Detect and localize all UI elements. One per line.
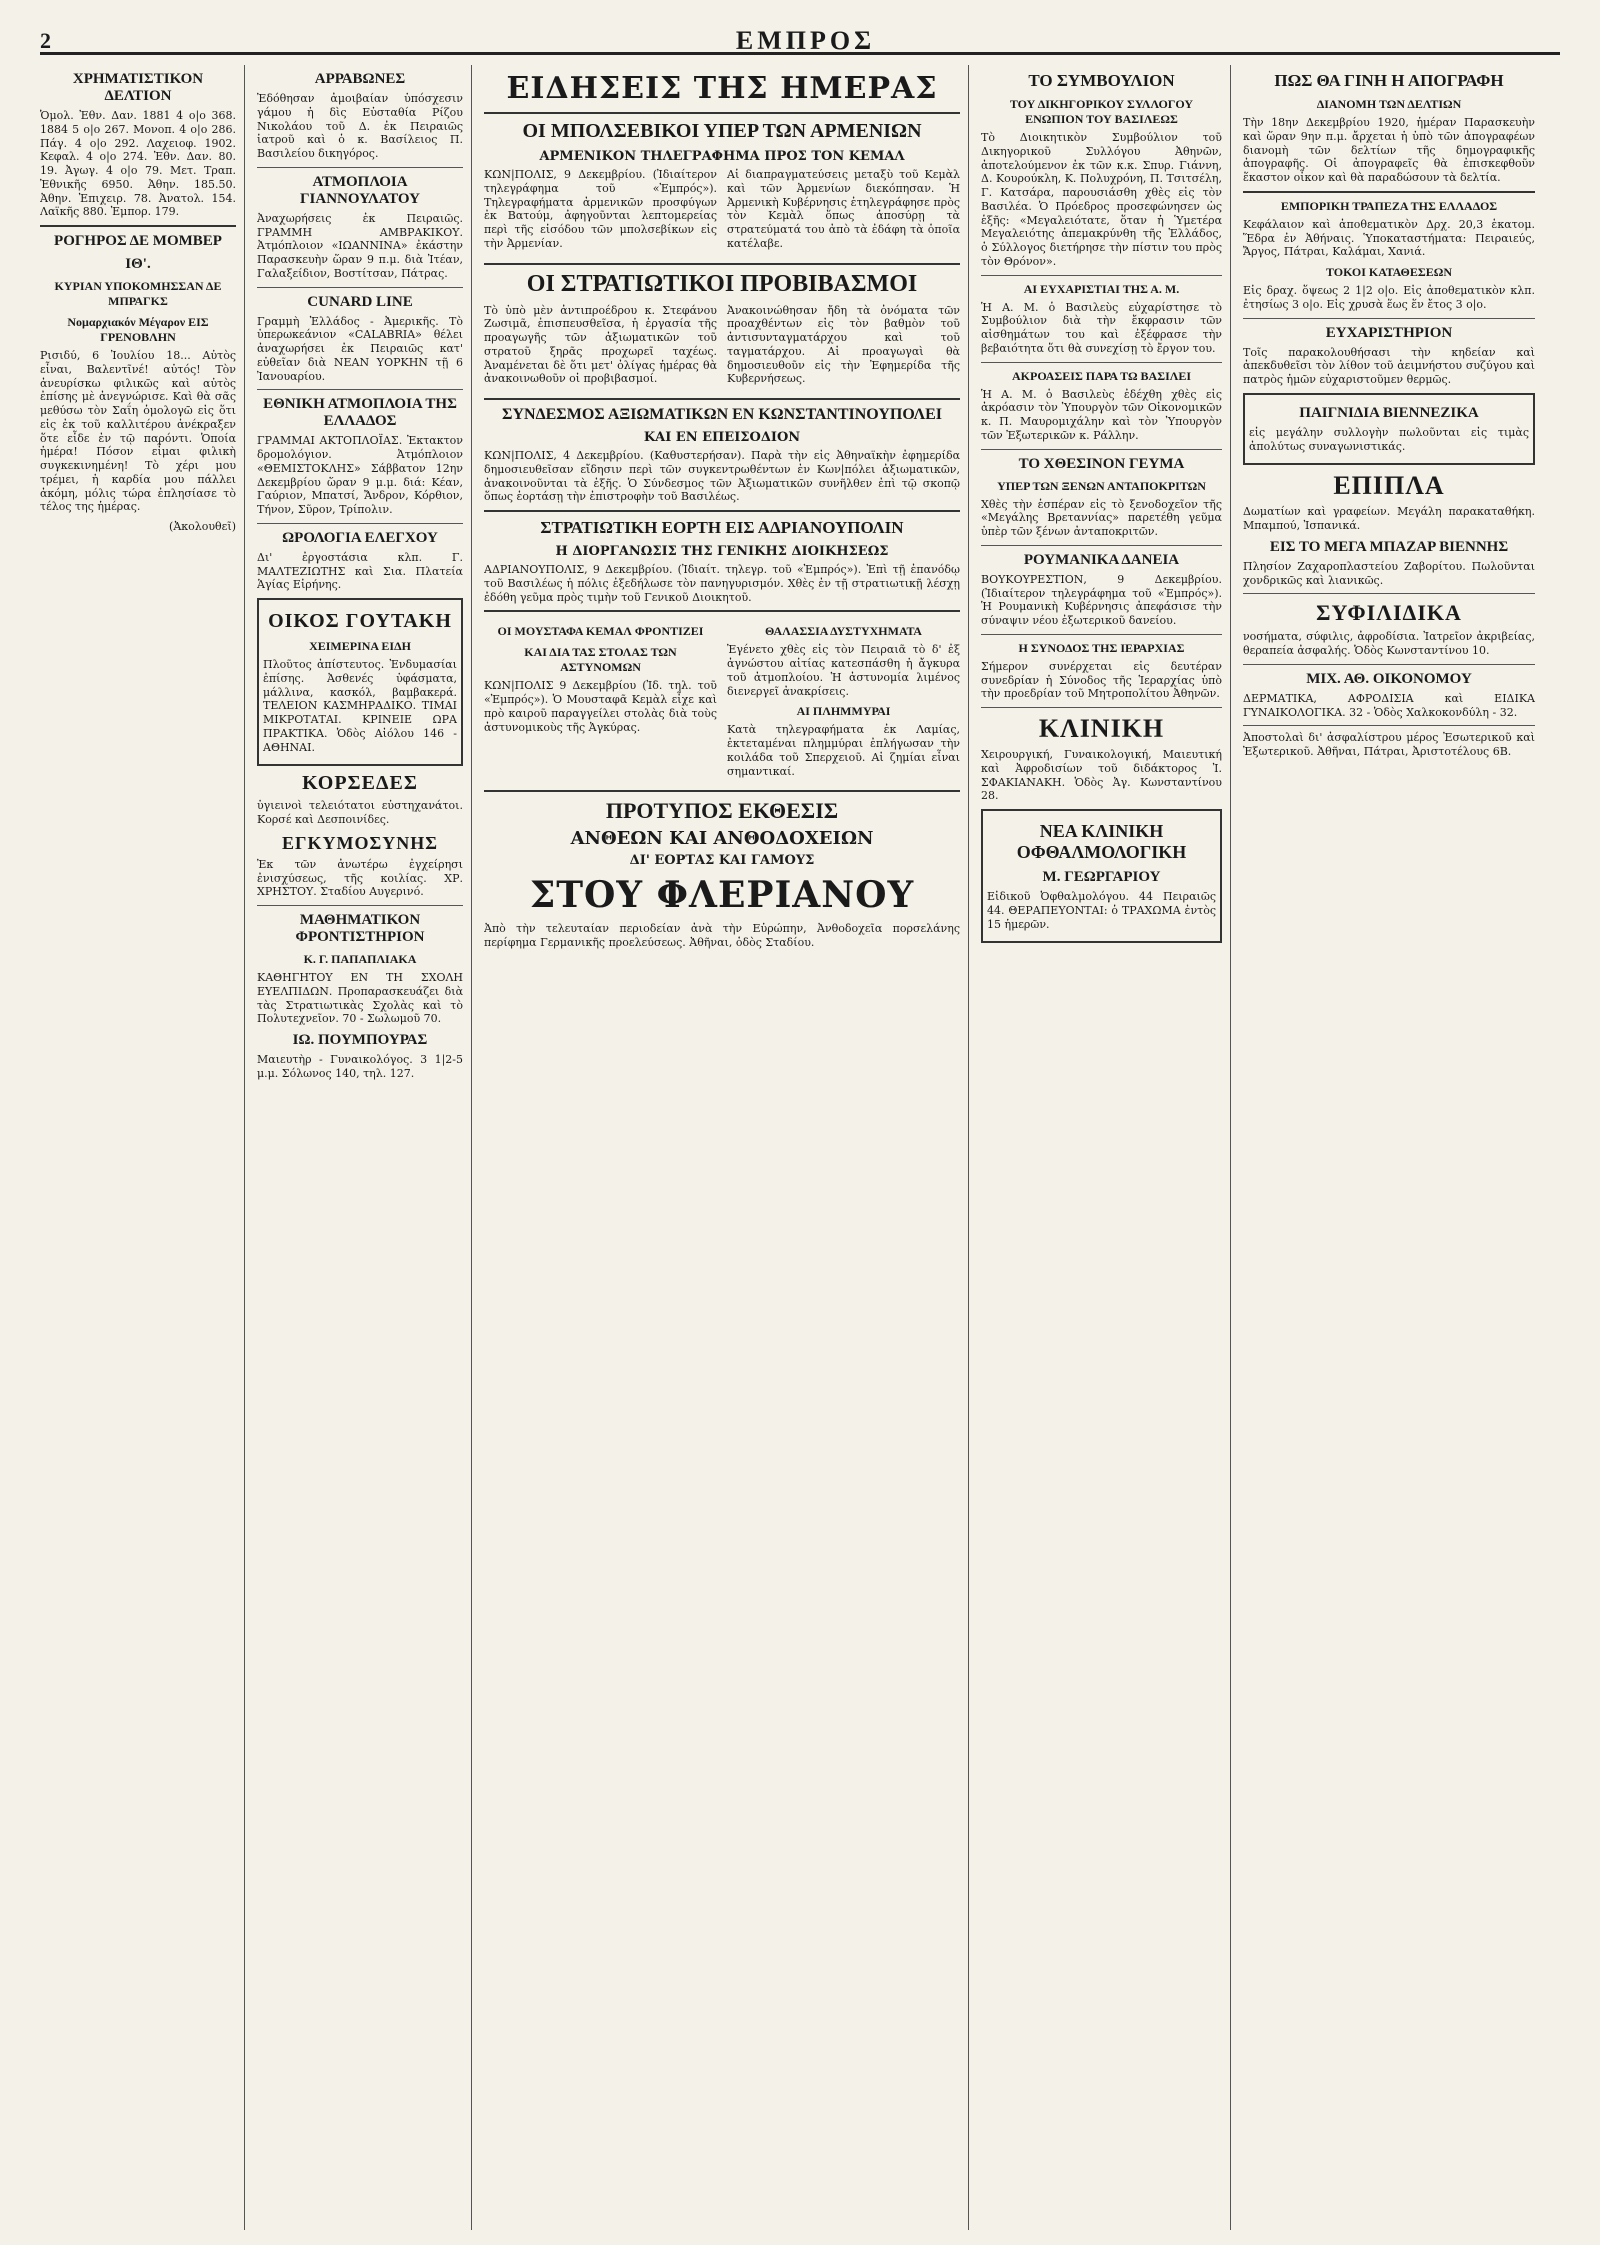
synod-text: Σήμερον συνέρχεται εἰς δευτέραν συνεδρίαν ἡ Σύνοδος τῆς Ἱεραρχίας ὑπὸ τὴν προεδρίαν τοῦ Μητροπολίτου Ἀθηνῶν. <box>981 659 1222 701</box>
article-5-subtitle: ΚΑΙ ΔΙΑ ΤΑΣ ΣΤΟΛΑΣ ΤΩΝ ΑΣΤΥΝΟΜΩΝ <box>524 645 677 675</box>
article-2-title: ΟΙ ΣΤΡΑΤΙΩΤΙΚΟΙ ΠΡΟΒΙΒΑΣΜΟΙ <box>526 270 918 297</box>
divider <box>981 545 1222 546</box>
divider <box>484 398 960 400</box>
divider <box>484 510 960 512</box>
clocks-text: Δι' ἐργοστάσια κλπ. Γ. ΜΑΛΤΕΖΙΩΤΗΣ καὶ Σια. Πλατεία Ἁγίας Εἰρήνης. <box>257 550 463 592</box>
stock-bulletin-title: ΧΡΗΜΑΤΙΣΤΙΚΟΝ ΔΕΛΤΙΟΝ <box>72 71 204 104</box>
divider <box>1243 664 1535 665</box>
column-1 <box>40 65 245 2230</box>
interest-text: Εἰς δραχ. ὅψεως 2 1|2 ο|ο. Εἰς ἀποθεματικὸν κλπ. ἐτησίως 3 ο|ο. Εἰς χρυσὰ ἕως ἕν ἔτος 3 ο|ο. <box>1243 284 1535 311</box>
article-2-body <box>484 304 960 393</box>
article-3-text: ΚΩΝ|ΠΟΛΙΣ, 4 Δεκεμβρίου. (Καθυστερήσαν). Παρὰ τὴν εἰς Ἀθηναϊκὴν ἐφημερίδα δημοσιευθεῖσαν εἴδησιν περὶ τῶν συγκεντρωθέντων ἐν Κων|πόλει ἀξιωματικῶν, ἀνακοινοῦνται τὰ ἑξῆς. Ὁ Σύνδεσμος τῶν Ἀξιωματικῶν συνῆλθεν ἐπὶ τῷ σκοπῷ ὅπως ἑορτάσῃ τὴν ἐπιστροφὴν τοῦ Βασιλέως. <box>484 449 960 504</box>
thanks-notice-text: Τοῖς παρακολουθήσασι τὴν κηδείαν καὶ ἀπεκδυθεῖσι τὸν λίθον τοῦ ἀειμνήστου συζύγου καὶ πατρὸς ἡμῶν εὐχαριστοῦμεν θερμῶς. <box>1243 345 1535 386</box>
article-7-title: ΑΙ ΠΛΗΜΜΥΡΑΙ <box>796 704 891 719</box>
goutaki-subtitle: ΧΕΙΜΕΡΙΝΑ ΕΙΔΗ <box>309 639 411 653</box>
toys-ad <box>1243 393 1535 466</box>
masthead: ΕΜΠΡΟΣ <box>735 26 876 55</box>
census-title: ΠΩΣ ΘΑ ΓΙΝΗ Η ΑΠΟΓΡΑΦΗ <box>1274 71 1504 90</box>
article-4-subtitle: Η ΔΙΟΡΓΑΝΩΣΙΣ ΤΗΣ ΓΕΝΙΚΗΣ ΔΙΟΙΚΗΣΕΩΣ <box>555 544 889 559</box>
council-subtitle: ΤΟΥ ΔΙΚΗΓΟΡΙΚΟΥ ΣΥΛΛΟΓΟΥ ΕΝΩΠΙΟΝ ΤΟΥ ΒΑΣΙΛΕΩΣ <box>1009 97 1194 126</box>
article-4-title: ΣΤΡΑΤΙΩΤΙΚΗ ΕΟΡΤΗ ΕΙΣ ΑΔΡΙΑΝΟΥΠΟΛΙΝ <box>540 518 904 537</box>
letter-body: Ρισιδύ, 6 Ἰουλίου 18... Αὐτὸς εἶναι, Βαλεντῖνέ! αὐτός! Τὸν ἀνευρίσκω φιλικῶς καὶ αὐτὸς ἐπίσης μὲ ἀνεγνώρισε. Καὶ θὰ σᾶς μεθύσω τὸν Σαΐη ὁμολογῶ εἰς ὅτι εἰς ἐκ τοῦ καλλιτέρου ἀνέκραξεν ὅτε εἶδε ἐν τῷ παρόντι. Ὁποία ἡμέρα! Πόσον εἶμαι φιλικὴ συγκεκινημένη! Τὸ χέρι μου τρέμει, ἡ καρδία μου πάλλει ἀκόμη, μόλις τώρα ἐπλησίασε τὸ τέλος της ἡμέρας. <box>40 349 236 514</box>
thanks-notice-title: ΕΥΧΑΡΙΣΤΗΡΙΟΝ <box>1325 324 1453 341</box>
article-1-subtitle: ΑΡΜΕΝΙΚΟΝ ΤΗΛΕΓΡΑΦΗΜΑ ΠΡΟΣ ΤΟΝ ΚΕΜΑΛ <box>539 149 905 164</box>
doctor-name: ΙΩ. ΠΟΥΜΠΟΥΡΑΣ <box>292 1032 428 1048</box>
goutaki-ad <box>257 598 463 766</box>
divider <box>257 287 463 288</box>
divider <box>981 362 1222 363</box>
article-7-text: Κατὰ τηλεγραφήματα ἐκ Λαμίας, ἐκτεταμέναι πλημμύραι ἐπλήγωσαν τὴν κοιλάδα τοῦ Σπερχειοῦ. Αἱ ζημίαι εἶναι σημαντικαί. <box>727 723 960 778</box>
engagements-title: ΑΡΡΑΒΩΝΕΣ <box>314 71 406 87</box>
letter-title: ΚΥΡΙΑΝ ΥΠΟΚΟΜΗΣΣΑΝ ΔΕ ΜΠΡΑΓΚΣ <box>54 279 222 308</box>
continued-note: (Ἀκολουθεῖ) <box>169 520 236 533</box>
thanks-king-text: Ἡ Α. Μ. ὁ Βασιλεὺς εὐχαρίστησε τὸ Συμβούλιον διὰ τὴν ἔκφρασιν τῶν αἰσθημάτων του καὶ ἐξέφρασε τὴν βεβαιότητα ὅτι θὰ συνεχίσῃ τὸ ἔργον του. <box>981 300 1222 355</box>
national-line-text: ΓΡΑΜΜΑΙ ΑΚΤΟΠΛΟΪΑΣ. Ἐκτακτον δρομολόγιον. Ἀτμόπλοιον «ΘΕΜΙΣΤΟΚΛΗΣ» Σάββατον 12ην Δεκεμβρίου ὥραν 9 μ.μ. διά: Κέαν, Γαύριον, Μπατσί, Ἄνδρον, Κόρθιον, Τήνον, Σῦρον, Τρίπολιν. <box>257 434 463 516</box>
column-2 <box>257 65 472 2230</box>
national-line-title: ΕΘΝΙΚΗ ΑΤΜΟΠΛΟΙΑ ΤΗΣ ΕΛΛΑΔΟΣ <box>263 396 457 430</box>
toys-title: ΠΑΙΓΝΙΔΙΑ ΒΙΕΝΝΕΖΙΚΑ <box>1299 404 1479 421</box>
divider <box>1243 191 1535 193</box>
clinic-text: Χειρουργική, Γυναικολογική, Μαιευτική καὶ Ἀφροδισίων τοῦ διδάκτορος Ἰ. ΣΦΑΚΙΑΝΑΚΗ. Ὁδὸς Ἀγ. Κωνσταντίνου 28. <box>981 748 1222 803</box>
article-1-body <box>484 168 960 257</box>
cunard-text: Γραμμὴ Ἑλλάδος - Ἀμερικῆς. Τὸ ὑπερωκεάνιον «CALABRIA» θέλει ἀναχωρήσει ἐκ Πειραιῶς κατ' εὐθεῖαν διὰ ΝΕΑΝ ΥΟΡΚΗΝ τῇ 6 Ἰανουαρίου. <box>257 314 463 383</box>
eye-clinic-ad <box>981 809 1222 943</box>
corsets-text: ὑγιεινοὶ τελειότατοι εὐστηχανάτοι. Κορσέ καὶ Δεσποινίδες. <box>257 799 463 826</box>
divider <box>484 112 960 114</box>
cunard-title: CUNARD LINE <box>307 293 413 310</box>
shipping-text: Ἀναχωρήσεις ἐκ Πειραιῶς. ΓΡΑΜΜΗ ΑΜΒΡΑΚΙΚΟΥ. Ἀτμόπλοιον «ΙΩΑΝΝΙΝΑ» ἐκάστην Παρασκευὴν ὥραν 9 π.μ. διὰ Ἰτέαν, Γαλαξείδιον, Βοστίτσαν, Πάτρας. <box>257 211 463 280</box>
article-5-text: ΚΩΝ|ΠΟΛΙΣ 9 Δεκεμβρίου (Ἰδ. τηλ. τοῦ «Ἐμπρός»). Ὁ Μουσταφᾶ Κεμὰλ εἶχε καὶ πρὸ καιροῦ παραγγείλει στολὰς διὰ τοὺς ἀστυνομικοὺς τῆς Ἀγκύρας. <box>484 679 717 734</box>
columns <box>40 65 1560 2230</box>
page-header <box>40 26 1560 55</box>
column-5 <box>1243 65 1543 2230</box>
divider <box>257 167 463 168</box>
article-3-subtitle: ΚΑΙ ΕΝ ΕΠΕΙΣΟΔΙΟΝ <box>643 430 801 445</box>
article-1-text-b: Αἱ διαπραγματεύσεις μεταξὺ τοῦ Κεμὰλ καὶ τῶν Ἀρμενίων διεκόπησαν. Ἡ Ἀρμενικὴ Κυβέρνησις ἐτηλεγράφησε πρὸς τὸν Κεμὰλ ὅπως ἀποσύρῃ τὰ στρατεύματά του ἀπὸ τὰ ἐδάφη τὰ ὁποῖα κατέλαβε. <box>727 168 960 250</box>
flower-exhibition-ad <box>484 798 960 950</box>
article-6-text: Ἐγένετο χθὲς εἰς τὸν Πειραιᾶ τὸ δ' ἐξ ἀγνώστου αἰτίας κατεσπάσθη ἡ ἄγκυρα τοῦ ἀτμοπλοίου. Ἡ ἀστυνομία λιμένος διενεργεῖ ἀνακρίσεις. <box>727 643 960 698</box>
pregnancy-text: Ἐκ τῶν ἀνωτέρω ἐγχείρησι ἐνισχύσεως, τῆς κοιλίας. ΧΡ. ΧΡΗΣΤΟΥ. Σταδίου Αυγερινό. <box>257 857 463 899</box>
thanks-king-title: ΑΙ ΕΥΧΑΡΙΣΤΙΑΙ ΤΗΣ Α. Μ. <box>1023 281 1180 296</box>
dinner-subtitle: ΥΠΕΡ ΤΩΝ ΞΕΝΩΝ ΑΝΤΑΠΟΚΡΙΤΩΝ <box>997 478 1206 493</box>
exhibition-title: ΠΡΟΤΥΠΟΣ ΕΚΘΕΣΙΣ <box>605 798 839 824</box>
article-1-title: ΟΙ ΜΠΟΛΣΕΒΙΚΟΙ ΥΠΕΡ ΤΩΝ ΑΡΜΕΝΙΩΝ <box>522 120 922 142</box>
eye-clinic-text: Εἰδικοῦ Ὀφθαλμολόγου. 44 Πειραιῶς 44. ΘΕΡΑΠΕΥΟΝΤΑΙ: ὁ ΤΡΑΧΩΜΑ ἐντὸς 15 ἡμερῶν. <box>987 890 1216 931</box>
article-4-text: ΑΔΡΙΑΝΟΥΠΟΛΙΣ, 9 Δεκεμβρίου. (Ἰδιαίτ. τηλεγρ. τοῦ «Ἐμπρός»). Ἐπὶ τῇ ἐπανόδῳ τοῦ Βασιλέως ἡ πόλις ἐξεδήλωσε τὸν πανηγυρισμόν. Χθὲς ἐν τῇ στρατιωτικῇ λέσχῃ ἐδόθη γεῦμα πρὸς τιμὴν τοῦ Γενικοῦ Διοικητοῦ. <box>484 563 960 604</box>
bazaar-text: Πλησίον Ζαχαροπλαστείου Ζαβορίτου. Πωλοῦνται χονδρικῶς καὶ λιανικῶς. <box>1243 559 1535 587</box>
divider <box>257 523 463 524</box>
divider <box>40 225 236 227</box>
divider <box>484 610 960 612</box>
divider <box>981 449 1222 450</box>
exhibition-subtitle: ΑΝΘΕΩΝ ΚΑΙ ΑΝΘΟΔΟΧΕΙΩΝ <box>570 828 874 850</box>
exhibition-shop: ΣΤΟΥ ΦΛΕΡΙΑΝΟΥ <box>529 874 915 917</box>
goutaki-title: ΟΙΚΟΣ ΓΟΥΤΑΚΗ <box>268 610 452 632</box>
math-tutoring-title: ΜΑΘΗΜΑΤΙΚΟΝ ΦΡΟΝΤΙΣΤΗΡΙΟΝ <box>295 912 425 945</box>
math-tutor-name: Κ. Γ. ΠΑΠΑΠΛΙΑΚΑ <box>303 952 417 966</box>
engagements-text: Ἐδόθησαν ἀμοιβαίαν ὑπόσχεσιν γάμου ἡ δὶς Εὐσταθία Ρίζου Νικολάου τοῦ Δ. ἐκ Πειραιῶς ἰατροῦ καὶ ὁ κ. Βασίλειος Π. Βασιλείου δικηγόρος. <box>257 92 463 160</box>
page-number: 2 <box>40 28 51 53</box>
divider <box>1243 725 1535 726</box>
eye-clinic-title: ΝΕΑ ΚΛΙΝΙΚΗ ΟΦΘΑΛΜΟΛΟΓΙΚΗ <box>1016 821 1187 862</box>
dermatologist-title: ΜΙΧ. ΑΘ. ΟΙΚΟΝΟΜΟΥ <box>1306 670 1472 687</box>
syphilis-text: νοσήματα, σύφιλις, ἀφροδίσια. Ἰατρεῖον ἀκριβείας, θεραπεία ἀσφαλής. Ὁδὸς Κωνσταντίνου 10. <box>1243 630 1535 657</box>
council-text: Τὸ Διοικητικὸν Συμβούλιον τοῦ Δικηγορικοῦ Συλλόγου Ἀθηνῶν, ἀποτελούμενον ἐκ τῶν κ.κ. Σπυρ. Γιάννη, Δ. Κουρούκλη, Κ. Πολυχρόνη, Π. Τσιτσέλη, Γ. Κατσάρα, παρουσιάσθη χθὲς εἰς τὸν Βασιλέα. Ὁ Πρόεδρος προσεφώνησεν ὡς ἑξῆς: «Μεγαλειότατε, ὅταν ἡ Ὑμετέρα Μεγαλειότης ἀπεμακρύνθη τῆς Ἑλλάδος, ὁ Σύλλογος διετήρησε τὴν πίστιν του πρὸς τὸν Θρόνον». <box>981 131 1222 268</box>
divider <box>257 905 463 906</box>
goutaki-text: Πλοῦτος ἀπίστευτος. Ἐνδυμασίαι ἐπίσης. Ἀσθενές ὑφάσματα, μάλλινα, κασκόλ, βαμβακερά. ΤΕΛΕΙΟΝ ΚΑΣΜΗΡΑΔΙΚΟ. ΤΙΜΑΙ ΜΙΚΡΟΤΑΤΑΙ. ΚΡΙΝΕΙΕ ΩΡΑ ΠΡΑΚΤΙΚΑ. Ὁδὸς Αἰόλου 146 - ΑΘΗΝΑΙ. <box>263 658 457 754</box>
furniture-title: ΕΠΙΠΛΑ <box>1333 471 1445 501</box>
divider <box>1243 318 1535 319</box>
clinic-title: ΚΛΙΝΙΚΗ <box>1038 714 1165 743</box>
bank-text: Κεφάλαιον καὶ ἀποθεματικὸν Δρχ. 20,3 ἑκατομ. Ἕδρα ἐν Ἀθήναις. Ὑποκαταστήματα: Πειραιεύς, Ἄργος, Πάτραι, Καλάμαι, Χανιά. <box>1243 217 1535 259</box>
interest-title: ΤΟΚΟΙ ΚΑΤΑΘΕΣΕΩΝ <box>1325 265 1453 279</box>
syphilis-title: ΣΥΦΙΛΙΔΙΚΑ <box>1316 600 1462 626</box>
bank-title: ΕΜΠΟΡΙΚΗ ΤΡΑΠΕΖΑ ΤΗΣ ΕΛΛΑΔΟΣ <box>1280 198 1498 213</box>
article-2-text-b: Ἀνακοινώθησαν ἤδη τὰ ὀνόματα τῶν προαχθέντων εἰς τὸν βαθμὸν τοῦ ἀντισυνταγματάρχου καὶ τοῦ ταγματάρχου. Αἱ προαγωγαὶ θὰ δημοσιευθοῦν εἰς τὴν Ἐφημερίδα τῆς Κυβερνήσεως. <box>727 303 960 386</box>
dermatologist-text: ΔΕΡΜΑΤΙΚΑ, ΑΦΡΟΔΙΣΙΑ καὶ ΕΙΔΙΚΑ ΓΥΝΑΙΚΟΛΟΓΙΚΑ. 32 - Ὁδὸς Χαλκοκονδύλη - 32. <box>1243 691 1535 719</box>
divider <box>1243 593 1535 594</box>
dinner-text: Χθὲς τὴν ἑσπέραν εἰς τὸ ξενοδοχεῖον τῆς «Μεγάλης Βρεταννίας» παρετέθη γεῦμα ὑπὲρ τῶν ξένων ἀνταποκριτῶν. <box>981 497 1222 538</box>
corsets-title: ΚΟΡΣΕΔΕΣ <box>302 772 418 795</box>
article-6-title: ΘΑΛΑΣΣΙΑ ΔΥΣΤΥΧΗΜΑΤΑ <box>765 624 922 639</box>
shipping-title: ΑΤΜΟΠΛΟΙΑ ΓΙΑΝΝΟΥΛΑΤΟΥ <box>300 173 420 207</box>
article-5-title: ΟΙ ΜΟΥΣΤΑΦΑ ΚΕΜΑΛ ΦΡΟΝΤΙΖΕΙ <box>497 624 704 639</box>
final-ad-text: Ἀποστολαὶ δι' ἀσφαλίστρου μέρος Ἐσωτερικοῦ καὶ Ἐξωτερικοῦ. Ἀθῆναι, Πάτραι, Ἀριστοτέλους 6Β. <box>1243 731 1535 758</box>
divider <box>257 389 463 390</box>
serial-chapter: ΙΘ'. <box>125 256 151 272</box>
dinner-title: ΤΟ ΧΘΕΣΙΝΟΝ ΓΕΥΜΑ <box>1018 455 1185 472</box>
article-3-title: ΣΥΝΔΕΣΜΟΣ ΑΞΙΩΜΑΤΙΚΩΝ ΕΝ ΚΩΝΣΤΑΝΤΙΝΟΥΠΟΛΕΙ <box>502 406 942 423</box>
divider <box>484 263 960 265</box>
clocks-title: ΩΡΟΛΟΓΙΑ ΕΛΕΓΧΟΥ <box>282 529 438 546</box>
math-tutoring-text: ΚΑΘΗΓΗΤΟΥ ΕΝ ΤΗ ΣΧΟΛΗ ΕΥΕΛΠΙΔΩΝ. Προπαρασκευάζει διὰ τὰς Στρατιωτικὰς Σχολὰς καὶ τὸ Πολυτεχνεῖον. 70 - Σωλωμοῦ 70. <box>257 971 463 1026</box>
divider <box>981 275 1222 276</box>
romanian-loans-text: ΒΟΥΚΟΥΡΕΣΤΙΟΝ, 9 Δεκεμβρίου. (Ἰδιαίτερον τηλεγράφημα τοῦ «Ἐμπρός»). Ἡ Ρουμανικὴ Κυβέρνησις ἀπεφάσισε τὴν σύναψιν νέου ἐξωτερικοῦ δανείου. <box>981 572 1222 627</box>
pregnancy-title: ΕΓΚΥΜΟΣΥΝΗΣ <box>282 832 438 853</box>
exhibition-occasion: ΔΙ' ΕΟΡΤΑΣ ΚΑΙ ΓΑΜΟΥΣ <box>629 853 815 869</box>
census-subtitle: ΔΙΑΝΟΜΗ ΤΩΝ ΔΕΛΤΙΩΝ <box>1316 97 1462 111</box>
column-4 <box>981 65 1231 2230</box>
exhibition-text: Ἀπὸ τὴν τελευταίαν περιοδείαν ἀνὰ τὴν Εὐρώπην, Ἀνθοδοχεῖα πορσελάνης περίφημα Γερμανικῆς προελεύσεως. Ἀθῆναι, ὁδὸς Σταδίου. <box>484 922 960 949</box>
divider <box>981 707 1222 708</box>
divider <box>981 634 1222 635</box>
divider <box>484 790 960 792</box>
council-title: ΤΟ ΣΥΜΒΟΥΛΙΟΝ <box>1028 71 1175 90</box>
article-2-text-a: Τὸ ὑπὸ μὲν ἀντιπροέδρου κ. Στεφάνου Ζωσιμᾶ, ἐπισπευσθεῖσα, ἡ ἐργασία τῆς προαγωγῆς τῶν ἀξιωματικῶν τοῦ στρατοῦ ξηρᾶς προχωρεῖ ταχέως. Ἀναμένεται δὲ ὅτι μετ' ὀλίγας ἡμέρας θὰ ἀνακοινωθοῦν οἱ προβιβασμοί. <box>484 303 717 386</box>
audiences-text: Ἡ Α. Μ. ὁ Βασιλεὺς ἐδέχθη χθὲς εἰς ἀκρόασιν τὸν Ὑπουργὸν τῶν Οἰκονομικῶν κ. Π. Μαυρομιχάλην καὶ τὸν Ὑπουργὸν τῶν Ἐξωτερικῶν κ. Ράλλην. <box>981 387 1222 442</box>
bazaar-title: ΕΙΣ ΤΟ ΜΕΓΑ ΜΠΑΖΑΡ ΒΙΕΝΝΗΣ <box>1269 538 1509 555</box>
stock-bulletin-text: Ὁμολ. Ἐθν. Δαν. 1881 4 ο|ο 368. 1884 5 ο|ο 267. Μονοπ. 4 ο|ο 286. Πάγ. 4 ο|ο 292. Λαχειοφ. 1902. Κεφαλ. 4 ο|ο 274. Ἐθν. Δαν. 80. 19. Ἀγωγ. 4 ο|ο 79. Μετ. Τραπ. Ἐθνικῆς 6950. Ἀθην. 185.50. Ἀθην. Ἐπιχειρ. 78. Ἀνατολ. 154. Λαϊκῆς 880. Ἐμπορ. 179. <box>40 109 236 219</box>
synod-title: Η ΣΥΝΟΔΟΣ ΤΗΣ ΙΕΡΑΡΧΙΑΣ <box>1018 640 1185 655</box>
romanian-loans-title: ΡΟΥΜΑΝΙΚΑ ΔΑΝΕΙΑ <box>1023 551 1180 568</box>
column-3 <box>484 65 969 2230</box>
serial-title: ΡΟΓΗΡΟΣ ΔΕ ΜΟΜΒΕΡ <box>54 233 222 249</box>
furniture-text: Δωματίων καὶ γραφείων. Μεγάλη παρακαταθήκη. Μπαμπού, Ἰσπανικά. <box>1243 505 1535 532</box>
census-text: Τὴν 18ην Δεκεμβρίου 1920, ἡμέραν Παρασκευὴν καὶ ὥραν 9ην π.μ. ἄρχεται ἡ ὑπὸ τῶν ἀπογραφέων διανομὴ τῶν δελτίων τῆς δημογραφικῆς ἀπογραφῆς. Οἱ ἀπογραφεῖς θὰ ἐπισκεφθοῦν ἕκαστον οἶκον καὶ θὰ παραδώσουν τὰ δελτία. <box>1243 116 1535 184</box>
news-of-the-day-title: ΕΙΔΗΣΕΙΣ ΤΗΣ ΗΜΕΡΑΣ <box>506 71 938 106</box>
article-1-text-a: ΚΩΝ|ΠΟΛΙΣ, 9 Δεκεμβρίου. (Ἰδιαίτερον τηλεγράφημα τοῦ «Ἐμπρός»). Τηλεγραφήματα ἀρμενικῶν προσφύγων ἐκ Βατούμ, ἀφηγοῦνται λεπτομερείας περὶ τῆς εἰσόδου τῶν μπολσεβίκων εἰς τὴν Ἀρμενίαν. <box>484 168 717 250</box>
audiences-title: ΑΚΡΟΑΣΕΙΣ ΠΑΡΑ ΤΩ ΒΑΣΙΛΕΙ <box>1011 368 1192 383</box>
eye-clinic-doctor: Μ. ΓΕΩΡΓΑΡΙΟΥ <box>1042 869 1161 885</box>
letter-subtitle: Νομαρχιακόν Μέγαρον ΕΙΣ ΓΡΕΝΟΒΛΗΝ <box>67 315 209 344</box>
toys-text: εἰς μεγάλην συλλογὴν πωλοῦνται εἰς τιμὰς ἀπολύτως συναγωνιστικάς. <box>1249 425 1529 453</box>
article-pair <box>484 618 960 784</box>
doctor-text: Μαιευτὴρ - Γυναικολόγος. 3 1|2-5 μ.μ. Σόλωνος 140, τηλ. 127. <box>257 1053 463 1080</box>
